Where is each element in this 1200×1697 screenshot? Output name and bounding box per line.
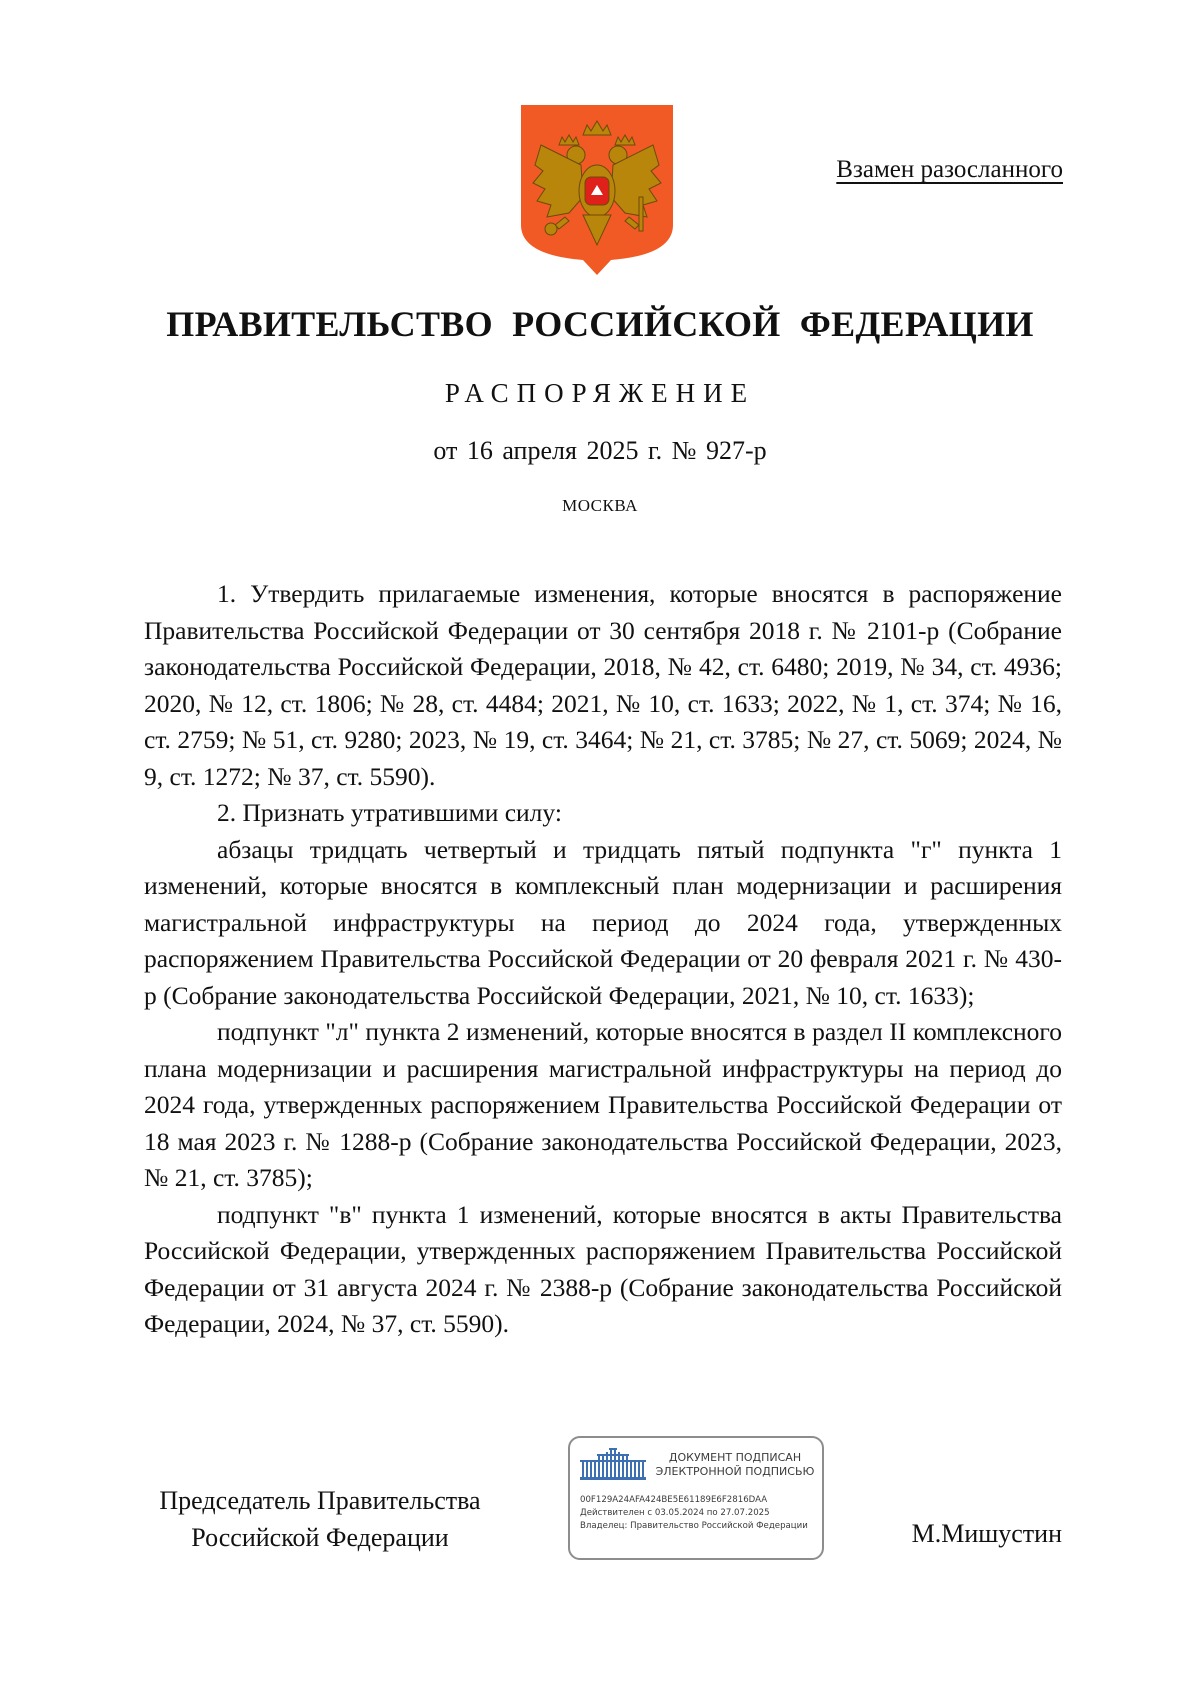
city: МОСКВА	[562, 496, 638, 515]
coat-of-arms-icon	[521, 105, 673, 275]
paragraph: подпункт "в" пункта 1 изменений, которые вносятся в акты Правительства Российской Федерации, утвержденных распоряжением Правительства Российской Федерации от 31 августа 2024 г. № 2388-р (Собрание законодательства Российской Федерации, 2024, № 37, ст. 5590).	[144, 1199, 1062, 1338]
paragraph: 1. Утвердить прилагаемые изменения, которые вносятся в распоряжение Правительства Российской Федерации от 30 сентября 2018 г. № 2101-р (Собрание законодательства Российской Федерации, 2018, № 42, ст. 6480; 2019, № 34, ст. 4936; 2020, № 12, ст. 1806; № 28, ст. 4484; 2021, № 10, ст. 1633; 2022, № 1, ст. 374; № 16, ст. 2759; № 51, ст. 9280; 2023, № 19, ст. 3464; № 21, ст. 3785; № 27, ст. 5069; 2024, № 9, ст. 1272; № 37, ст. 5590).	[144, 579, 1062, 791]
government-title: ПРАВИТЕЛЬСТВО РОССИЙСКОЙ ФЕДЕРАЦИИ	[166, 304, 1034, 344]
signer-position-line1: Председатель Правительства	[159, 1486, 481, 1515]
signer-position	[140, 1482, 500, 1556]
signer-name: М.Мишустин	[911, 1519, 1062, 1548]
esign-details	[580, 1494, 816, 1532]
esign-owner: Владелец: Правительство Российской Федерации	[580, 1521, 808, 1531]
replaced-note: Взамен разосланного	[836, 156, 1063, 183]
paragraph: подпункт "л" пункта 2 изменений, которые вносятся в раздел II комплексного плана модернизации и расширения магистральной инфраструктуры на период до 2024 года, утвержденных распоряжением Правительства Российской Федерации от 18 мая 2023 г. № 1288-р (Собрание законодательства Российской Федерации, 2023, № 21, ст. 3785);	[144, 1017, 1062, 1192]
document-type: РАСПОРЯЖЕНИЕ	[444, 378, 756, 408]
esign-title-line1: ДОКУМЕНТ ПОДПИСАН	[668, 1451, 802, 1464]
government-building-icon	[580, 1448, 646, 1482]
paragraph: 2. Признать утратившими силу:	[217, 798, 562, 827]
document-date-number: от 16 апреля 2025 г. № 927-р	[433, 436, 767, 465]
esign-validity: Действителен с 03.05.2024 по 27.07.2025	[580, 1508, 770, 1518]
esign-certificate: 00F129A24AFA424BE5E61189E6F2816DAA	[580, 1495, 768, 1505]
signer-position-line2: Российской Федерации	[191, 1523, 449, 1552]
electronic-signature-stamp	[568, 1436, 824, 1560]
esign-title	[650, 1451, 820, 1479]
document-body	[144, 576, 1062, 1343]
paragraph: абзацы тридцать четвертый и тридцать пятый подпункта "г" пункта 1 изменений, которые вносятся в комплексный план модернизации и расширения магистральной инфраструктуры на период до 2024 года, утвержденных распоряжением Правительства Российской Федерации от 20 февраля 2021 г. № 430-р (Собрание законодательства Российской Федерации, 2021, № 10, ст. 1633);	[144, 834, 1062, 1010]
esign-title-line2: ЭЛЕКТРОННОЙ ПОДПИСЬЮ	[655, 1465, 815, 1478]
